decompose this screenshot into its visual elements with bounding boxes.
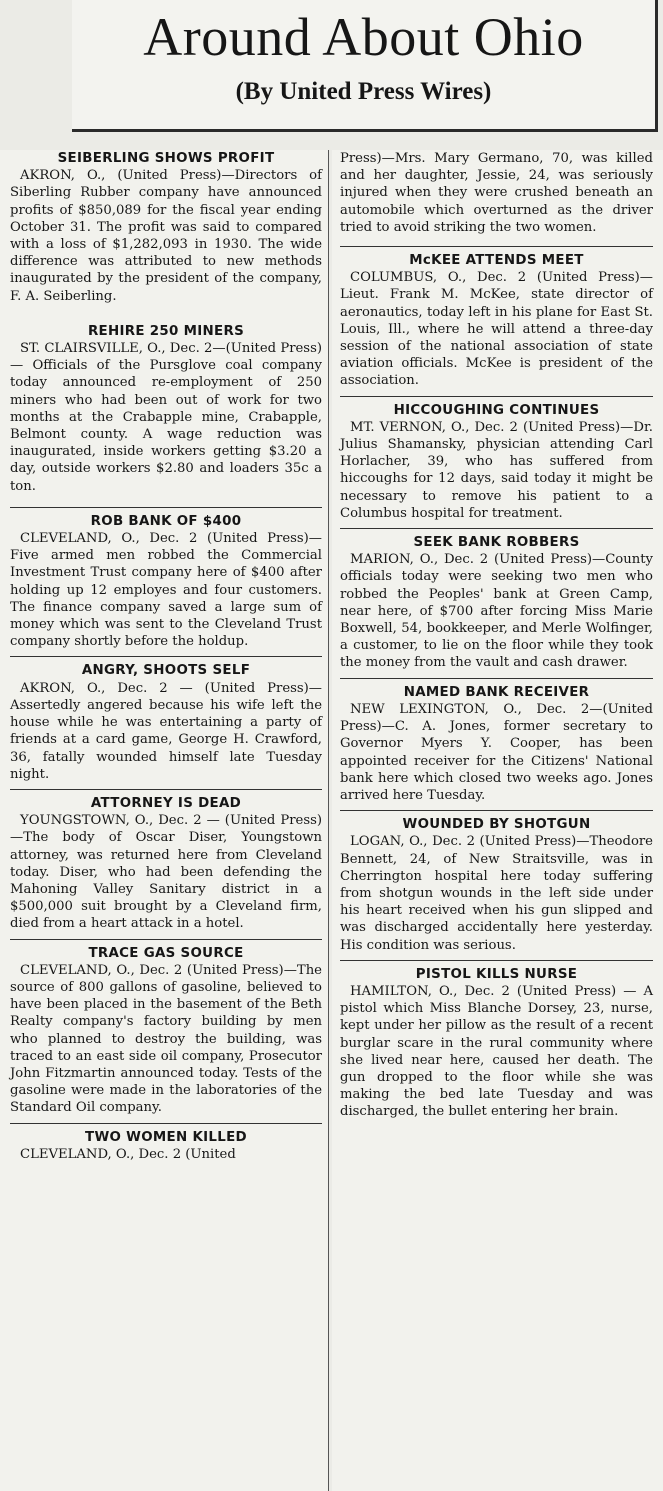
story-rehire-miners [10, 323, 322, 495]
story-headline: SEEK BANK ROBBERS [413, 535, 580, 551]
story-headline: NAMED BANK RECEIVER [403, 684, 590, 700]
story-body: COLUMBUS, O., Dec. 2 (United Press)—Lieut. Frank M. McKee, state director of aeronautics, today left in his plane for East St. Louis, Ill., where he will attend a three-day session of the national association of state aviation officials. McKee is president of the association. [340, 270, 653, 389]
left-column [0, 150, 328, 1491]
story-headline: McKEE ATTENDS MEET [409, 253, 584, 269]
right-column [332, 150, 663, 1491]
story-angry-shoots-self [10, 656, 322, 782]
page-title: Around About Ohio [143, 7, 584, 67]
story-body: AKRON, O., (United Press)—Directors of Siberling Rubber company have announced profits of $850,089 for the fiscal year ending October 31. The profit was said to compared with a loss of $1,282,093 in 1930. The wide difference was attributed to new methods inaugurated by the president of the company, F. A. Seiberling. [10, 168, 322, 304]
story-body: ST. CLAIRSVILLE, O., Dec. 2—(United Press) — Officials of the Pursglove coal company today announced re-employment of 250 miners who had been out of work for two months at the Crabapple mine, Crabapple, Belmont county. A wage reduction was inaugurated, inside workers getting $3.20 a day, outside workers $2.80 and loaders 35c a ton. [10, 341, 322, 494]
story-mckee-meet [340, 246, 653, 390]
story-body: NEW LEXINGTON, O., Dec. 2—(United Press)—C. A. Jones, former secretary to Governor Myers Y. Cooper, has been appointed receiver for the Citizens' National bank here which closed two weeks ago. Jones arrived here Tuesday. [340, 701, 653, 803]
story-headline: SEIBERLING SHOWS PROFIT [57, 151, 275, 166]
story-wounded-shotgun [340, 810, 653, 954]
story-body: CLEVELAND, O., Dec. 2 (United Press)—Five armed men robbed the Commercial Investment Trust company here of $400 after holding up 12 employes and four customers. The finance company saved a large sum of money which was sent to the Cleveland Trust company shortly before the holdup. [10, 531, 322, 650]
story-two-women-killed-continued [340, 150, 653, 236]
story-pistol-kills-nurse [340, 960, 653, 1121]
story-headline: HICCOUGHING CONTINUES [393, 402, 600, 418]
story-headline: REHIRE 250 MINERS [87, 323, 245, 339]
story-body: CLEVELAND, O., Dec. 2 (United [20, 1146, 236, 1162]
story-body: HAMILTON, O., Dec. 2 (United Press) — A pistol which Miss Blanche Dorsey, 23, nurse, kept under her pillow as the result of a recent burglar scare in the rural community where she lived near here, caused her death. The gun dropped to the floor while she was making the bed late Tuesday and was discharged, the bullet entering her brain. [340, 983, 653, 1120]
story-headline: TRACE GAS SOURCE [88, 945, 244, 961]
story-body: AKRON, O., Dec. 2 — (United Press)—Assertedly angered because his wife left the house while he was entertaining a party of friends at a card game, George H. Crawford, 36, fatally wounded himself late Tuesday night. [10, 680, 322, 782]
story-hiccoughing [340, 396, 653, 522]
story-body: LOGAN, O., Dec. 2 (United Press)—Theodore Bennett, 24, of New Straitsville, was in Cherrington hospital here today suffering from shotgun wounds in the left side under his heart received when his gun slipped and was discharged accidentally here yesterday. His condition was serious. [340, 834, 653, 953]
story-named-receiver [340, 678, 653, 804]
story-headline: TWO WOMEN KILLED [85, 1129, 247, 1145]
story-body: CLEVELAND, O., Dec. 2 (United Press)—The source of 800 gallons of gasoline, believed to have been placed in the basement of the Beth Realty company's factory building by men who planned to destroy the building, was traced to an east side oil company, Prosecutor John Fitzmartin announced today. Tests of the gasoline were made in the laboratories of the Standard Oil company. [10, 962, 322, 1116]
story-seiberling [10, 150, 322, 305]
story-attorney-dead [10, 789, 322, 933]
story-headline: ROB BANK OF $400 [90, 513, 242, 529]
story-headline: WOUNDED BY SHOTGUN [402, 817, 591, 833]
story-body: MARION, O., Dec. 2 (United Press)—County officials today were seeking two men who robbed the Peoples' bank at Green Camp, near here, of $700 after forcing Miss Marie Boxwell, 54, bookkeeper, and Merle Wolfinger, a customer, to lie on the floor while they took the money from the vault and cash drawer. [340, 552, 653, 671]
story-headline: ATTORNEY IS DEAD [90, 795, 242, 811]
story-body: MT. VERNON, O., Dec. 2 (United Press)—Dr. Julius Shamansky, physician attending Carl Horlacher, 39, who has suffered from hiccoughs for 12 days, said today it might be necessary to remove his patient to a Columbus hospital for treatment. [340, 419, 653, 521]
story-two-women-killed [10, 1123, 322, 1163]
story-body-continued: Press)—Mrs. Mary Germano, 70, was killed and her daughter, Jessie, 24, was seriously injured when they were crushed beneath an automobile which overturned as the driver tried to avoid striking the two women. [340, 151, 653, 235]
story-rob-bank [10, 507, 322, 651]
story-headline: ANGRY, SHOOTS SELF [81, 663, 251, 679]
masthead [72, 0, 658, 132]
story-body: YOUNGSTOWN, O., Dec. 2 — (United Press)—The body of Oscar Diser, Youngstown attorney, was returned here from Cleveland today. Diser, who had been defending the Mahoning Valley Sanitary district in a $500,000 suit brought by a Cleveland firm, died from a heart attack in a hotel. [10, 813, 322, 932]
story-headline: PISTOL KILLS NURSE [415, 966, 578, 982]
story-trace-gas [10, 939, 322, 1117]
page-subtitle: (By United Press Wires) [235, 78, 492, 105]
story-seek-bank-robbers [340, 528, 653, 672]
